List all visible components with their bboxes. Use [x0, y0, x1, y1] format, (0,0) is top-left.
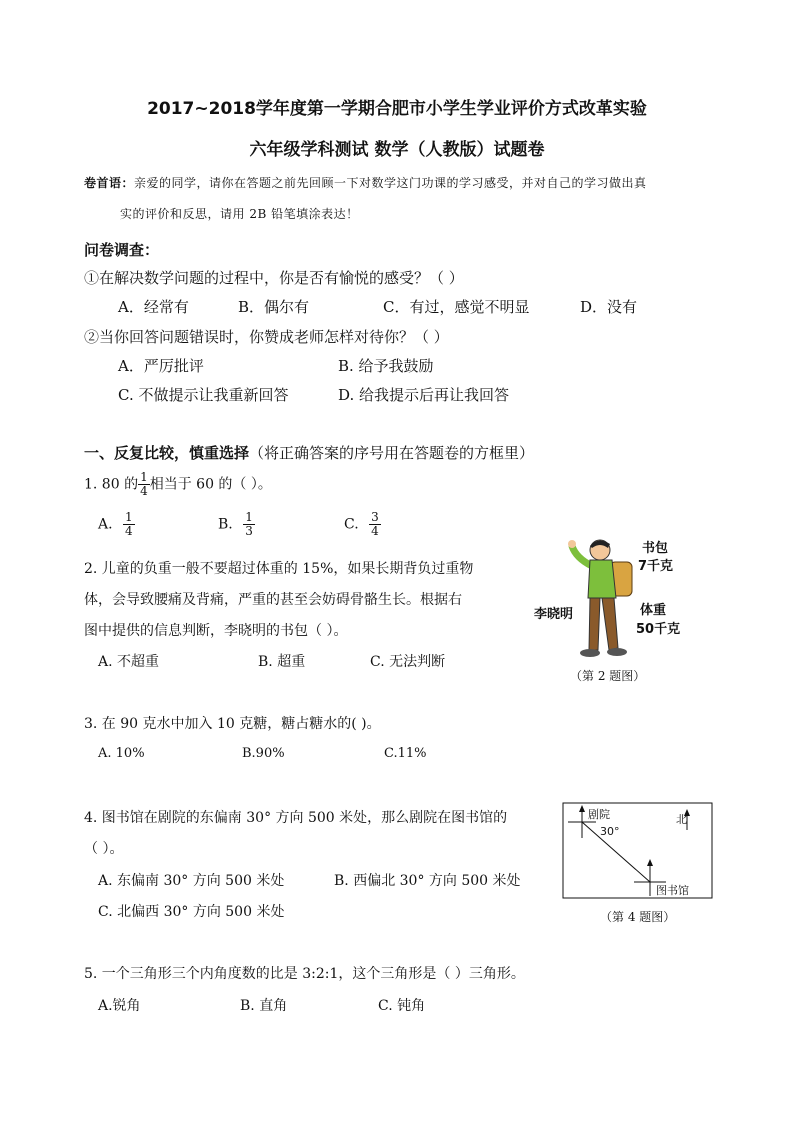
- q1-option-a-num: 1: [125, 510, 133, 524]
- intro-label: 卷首语：: [84, 176, 135, 190]
- q5-option-c[interactable]: C. 钝角: [378, 998, 426, 1014]
- survey-q1-option-a[interactable]: A．经常有: [118, 298, 189, 316]
- page-title: 2017~2018学年度第一学期合肥市小学生学业评价方式改革实验: [147, 99, 647, 119]
- q2-line-1: 2. 儿童的负重一般不要超过体重的 15%，如果长期背负过重物: [84, 561, 474, 577]
- survey-q2-option-b[interactable]: B. 给予我鼓励: [338, 357, 434, 375]
- intro-text-1: 亲爱的同学，请你在答题之前先回顾一下对数学这门功课的学习感受，并对自己的学习做出真: [134, 176, 647, 190]
- boy-left-leg: [589, 598, 600, 650]
- bag-label: 书包: [642, 541, 669, 556]
- q1-option-b[interactable]: [218, 511, 255, 538]
- figure-2-caption: （第 2 题图）: [570, 669, 646, 683]
- diagram-frame: [563, 803, 712, 898]
- survey-q2: ②当你回答问题错误时，你赞成老师怎样对待你？（ ）: [84, 328, 449, 346]
- theater-label: 剧院: [588, 808, 610, 821]
- angle-label: 30°: [600, 825, 620, 838]
- q1-suffix: 相当于 60 的（ ）。: [149, 476, 272, 493]
- q1-option-b-fraction: [243, 511, 255, 538]
- bag-value: 7千克: [638, 559, 674, 574]
- q1-option-c-num: 3: [371, 510, 379, 524]
- q3-option-b[interactable]: B.90%: [242, 746, 285, 761]
- section-1-heading: 一、反复比较，慎重选择: [84, 444, 250, 462]
- q3-option-a[interactable]: A. 10%: [98, 746, 145, 761]
- north-label: 北: [676, 813, 687, 826]
- survey-heading: 问卷调查：: [84, 241, 160, 259]
- q4-option-a[interactable]: A. 东偏南 30° 方向 500 米处: [98, 873, 285, 889]
- library-label: 图书馆: [656, 884, 689, 897]
- survey-q1-option-c[interactable]: C．有过，感觉不明显: [383, 298, 530, 316]
- boy-raised-arm: [572, 546, 592, 566]
- figure-4-caption: （第 4 题图）: [600, 910, 676, 924]
- section-1-header: [84, 442, 534, 463]
- q1-option-b-num: 1: [245, 510, 253, 524]
- q1-option-b-den: 3: [245, 524, 253, 538]
- q1-fraction: [138, 471, 150, 498]
- q2-option-c[interactable]: C. 无法判断: [370, 654, 446, 670]
- boy-hand: [568, 540, 576, 548]
- question-3: 3. 在 90 克水中加入 10 克糖，糖占糖水的( )。: [84, 716, 381, 732]
- weight-value: 50千克: [636, 622, 681, 637]
- survey-q2-option-c[interactable]: C. 不做提示让我重新回答: [118, 386, 289, 404]
- q1-prefix: 1. 80 的: [84, 476, 139, 493]
- section-1-note: （将正确答案的序号用在答题卷的方框里）: [249, 444, 535, 462]
- q1-option-a-den: 4: [125, 524, 133, 538]
- survey-q1-option-b[interactable]: B．偶尔有: [238, 298, 310, 316]
- q1-option-a[interactable]: [98, 511, 135, 538]
- q1-option-c-den: 4: [371, 524, 379, 538]
- survey-q2-option-d[interactable]: D. 给我提示后再让我回答: [338, 386, 510, 404]
- q2-line-2: 体，会导致腰痛及背痛，严重的甚至会妨碍骨骼生长。根据右: [84, 592, 462, 608]
- intro-line-2: 实的评价和反思，请用 2B 铅笔填涂表达！: [120, 207, 359, 221]
- q2-option-a[interactable]: A. 不超重: [98, 654, 160, 670]
- question-5: 5. 一个三角形三个内角度数的比是 3:2:1，这个三角形是（ ）三角形。: [84, 966, 525, 982]
- page-subtitle: 六年级学科测试 数学（人教版）试题卷: [249, 140, 545, 160]
- name-label: 李晓明: [534, 607, 574, 622]
- q1-option-c[interactable]: [344, 511, 381, 538]
- q3-option-c[interactable]: C.11%: [384, 746, 427, 761]
- boy-shirt: [588, 560, 616, 598]
- q2-option-b[interactable]: B. 超重: [258, 654, 306, 670]
- survey-q1-option-d[interactable]: D．没有: [580, 298, 638, 316]
- boy-left-shoe: [580, 649, 600, 657]
- question-1: [84, 471, 272, 498]
- weight-label: 体重: [640, 603, 667, 618]
- q1-frac-num: 1: [140, 470, 148, 484]
- q2-line-3: 图中提供的信息判断，李晓明的书包（ ）。: [84, 623, 348, 639]
- q4-line-1: 4. 图书馆在剧院的东偏南 30° 方向 500 米处，那么剧院在图书馆的: [84, 810, 508, 826]
- q1-option-c-label: C.: [344, 516, 359, 533]
- q5-option-b[interactable]: B. 直角: [240, 998, 288, 1014]
- boy-right-shoe: [607, 648, 627, 656]
- q5-option-a[interactable]: A.锐角: [98, 998, 141, 1014]
- q1-option-b-label: B.: [218, 516, 233, 533]
- boy-with-backpack-figure: [532, 530, 702, 666]
- q1-option-a-label: A.: [98, 516, 113, 533]
- q4-option-b[interactable]: B. 西偏北 30° 方向 500 米处: [334, 873, 521, 889]
- q4-line-2: （ ）。: [84, 841, 124, 857]
- survey-q1: ①在解决数学问题的过程中，你是否有愉悦的感受？（ ）: [84, 269, 464, 287]
- boy-illustration: [568, 540, 632, 657]
- direction-diagram: [562, 802, 714, 900]
- boy-right-leg: [602, 598, 618, 650]
- q1-option-a-fraction: [123, 511, 135, 538]
- q1-option-c-fraction: [369, 511, 381, 538]
- survey-q2-option-a[interactable]: A．严厉批评: [118, 357, 204, 375]
- q1-frac-den: 4: [140, 484, 148, 498]
- intro-line-1: [84, 174, 647, 191]
- q4-option-c[interactable]: C. 北偏西 30° 方向 500 米处: [98, 904, 285, 920]
